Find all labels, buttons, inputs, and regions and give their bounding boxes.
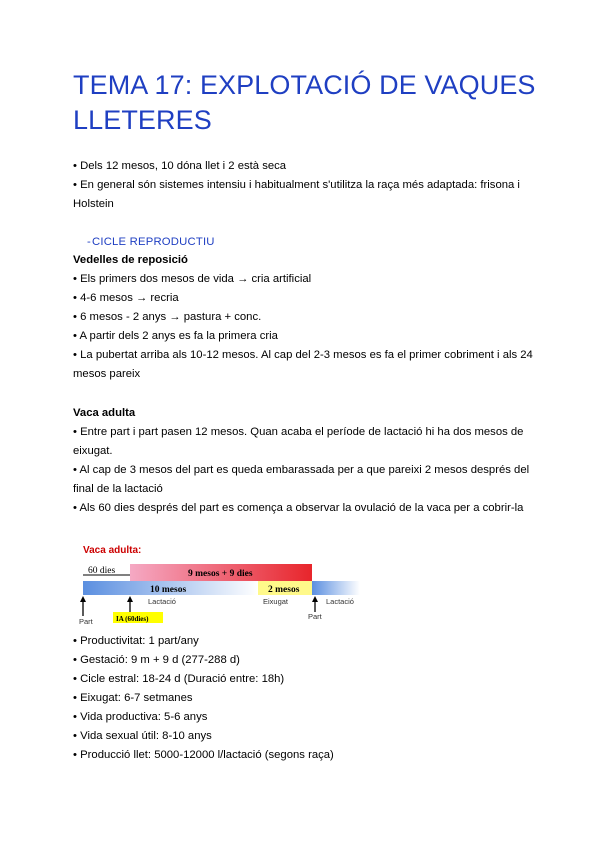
label-part-1: Part (79, 617, 93, 626)
bullet: • (73, 464, 77, 476)
list-item-text: Entre part i part pasen 12 mesos. Quan acaba el període de lactació hi ha dos mesos de eixugat. (73, 426, 524, 457)
list-item-text: A partir dels 2 anys es fa la primera cria (79, 330, 278, 342)
list-item (73, 746, 533, 765)
bullet: • (73, 179, 77, 191)
list-item-text: 6 mesos - 2 anys → pastura + conc. (80, 311, 262, 323)
intro-list (73, 157, 533, 214)
list-item (73, 670, 533, 689)
subsection-title: Vaca adulta (73, 407, 136, 419)
list-item (73, 157, 533, 176)
subsection-title: Vedelles de reposició (73, 254, 188, 266)
bullet: • (73, 635, 77, 647)
bullet: • (73, 692, 77, 704)
list-item-text: En general són sistemes intensiu i habitualment s'utilitza la raça més adaptada: frisona i Holstein (73, 179, 520, 210)
list-item (73, 651, 533, 670)
list-item (73, 327, 533, 346)
section-dash: - (87, 236, 91, 248)
bullet: • (73, 349, 77, 361)
list-item (73, 708, 533, 727)
bullet: • (73, 311, 77, 323)
list-item-text: Dels 12 mesos, 10 dóna llet i 2 està seca (80, 160, 287, 172)
label-60-dies: 60 dies (88, 566, 116, 576)
list-item-text: Vida sexual útil: 8-10 anys (80, 730, 212, 742)
ia-arrowhead (127, 596, 133, 602)
vaca-block (73, 404, 533, 518)
label-lactacio-2: Lactació (326, 597, 354, 606)
cycle-diagram (78, 540, 378, 630)
bullet: • (73, 673, 77, 685)
label-part-2: Part (308, 612, 322, 621)
stats-list (73, 632, 533, 765)
label-2-mesos: 2 mesos (268, 585, 300, 595)
list-item (73, 346, 533, 384)
bullet: • (73, 160, 77, 172)
label-ia: IA (60dies) (116, 615, 149, 623)
list-item (73, 727, 533, 746)
bullet: • (73, 426, 77, 438)
bullet: • (73, 273, 77, 285)
list-item-text: 4-6 mesos → recria (80, 292, 179, 304)
bullet: • (73, 730, 77, 742)
list-item (73, 689, 533, 708)
list-item-text: Als 60 dies després del part es comença a observar la ovulació de la vaca per a cobrir-la (79, 502, 524, 514)
list-item (73, 308, 533, 327)
list-item-text: Vida productiva: 5-6 anys (80, 711, 208, 723)
list-item (73, 289, 533, 308)
list-item (73, 461, 533, 499)
bullet: • (73, 711, 77, 723)
page-title: TEMA 17: EXPLOTACIÓ DE VAQUES LLETERES (73, 70, 536, 135)
list-item-text: Productivitat: 1 part/any (80, 635, 199, 647)
list-item-text: Eixugat: 6-7 setmanes (80, 692, 193, 704)
list-item-text: La pubertat arriba als 10-12 mesos. Al cap del 2-3 mesos es fa el primer cobriment i als 24 mesos pareix (73, 349, 533, 380)
label-lactacio: Lactació (148, 597, 176, 606)
cycle-diagram-svg (78, 540, 378, 630)
list-item (73, 423, 533, 461)
label-gestacio: 9 mesos + 9 dies (188, 569, 253, 579)
list-item (73, 270, 533, 289)
section-heading: CICLE REPRODUCTIU (92, 236, 215, 248)
list-item-text: Al cap de 3 mesos del part es queda embarassada per a que pareixi 2 mesos després del final de la lactació (73, 464, 530, 495)
bullet: • (73, 749, 77, 761)
bullet: • (73, 292, 77, 304)
list-item-text: Cicle estral: 18-24 d (Duració entre: 18h) (80, 673, 285, 685)
vedelles-block (73, 251, 533, 384)
list-item-text: Gestació: 9 m + 9 d (277-288 d) (80, 654, 240, 666)
diagram-title: Vaca adulta: (83, 545, 142, 556)
list-item-text: Els primers dos mesos de vida → cria artificial (80, 273, 312, 285)
list-item (73, 632, 533, 651)
bullet: • (73, 330, 77, 342)
list-item (73, 499, 533, 518)
part-arrowhead-1 (80, 596, 86, 602)
part-arrowhead-2 (312, 596, 318, 602)
label-eixugat: Eixugat (263, 597, 289, 606)
list-item (73, 176, 533, 214)
bullet: • (73, 502, 77, 514)
lactation-bar-2 (312, 581, 360, 595)
label-10-mesos: 10 mesos (150, 585, 187, 595)
list-item-text: Producció llet: 5000-12000 l/lactació (segons raça) (80, 749, 334, 761)
bullet: • (73, 654, 77, 666)
